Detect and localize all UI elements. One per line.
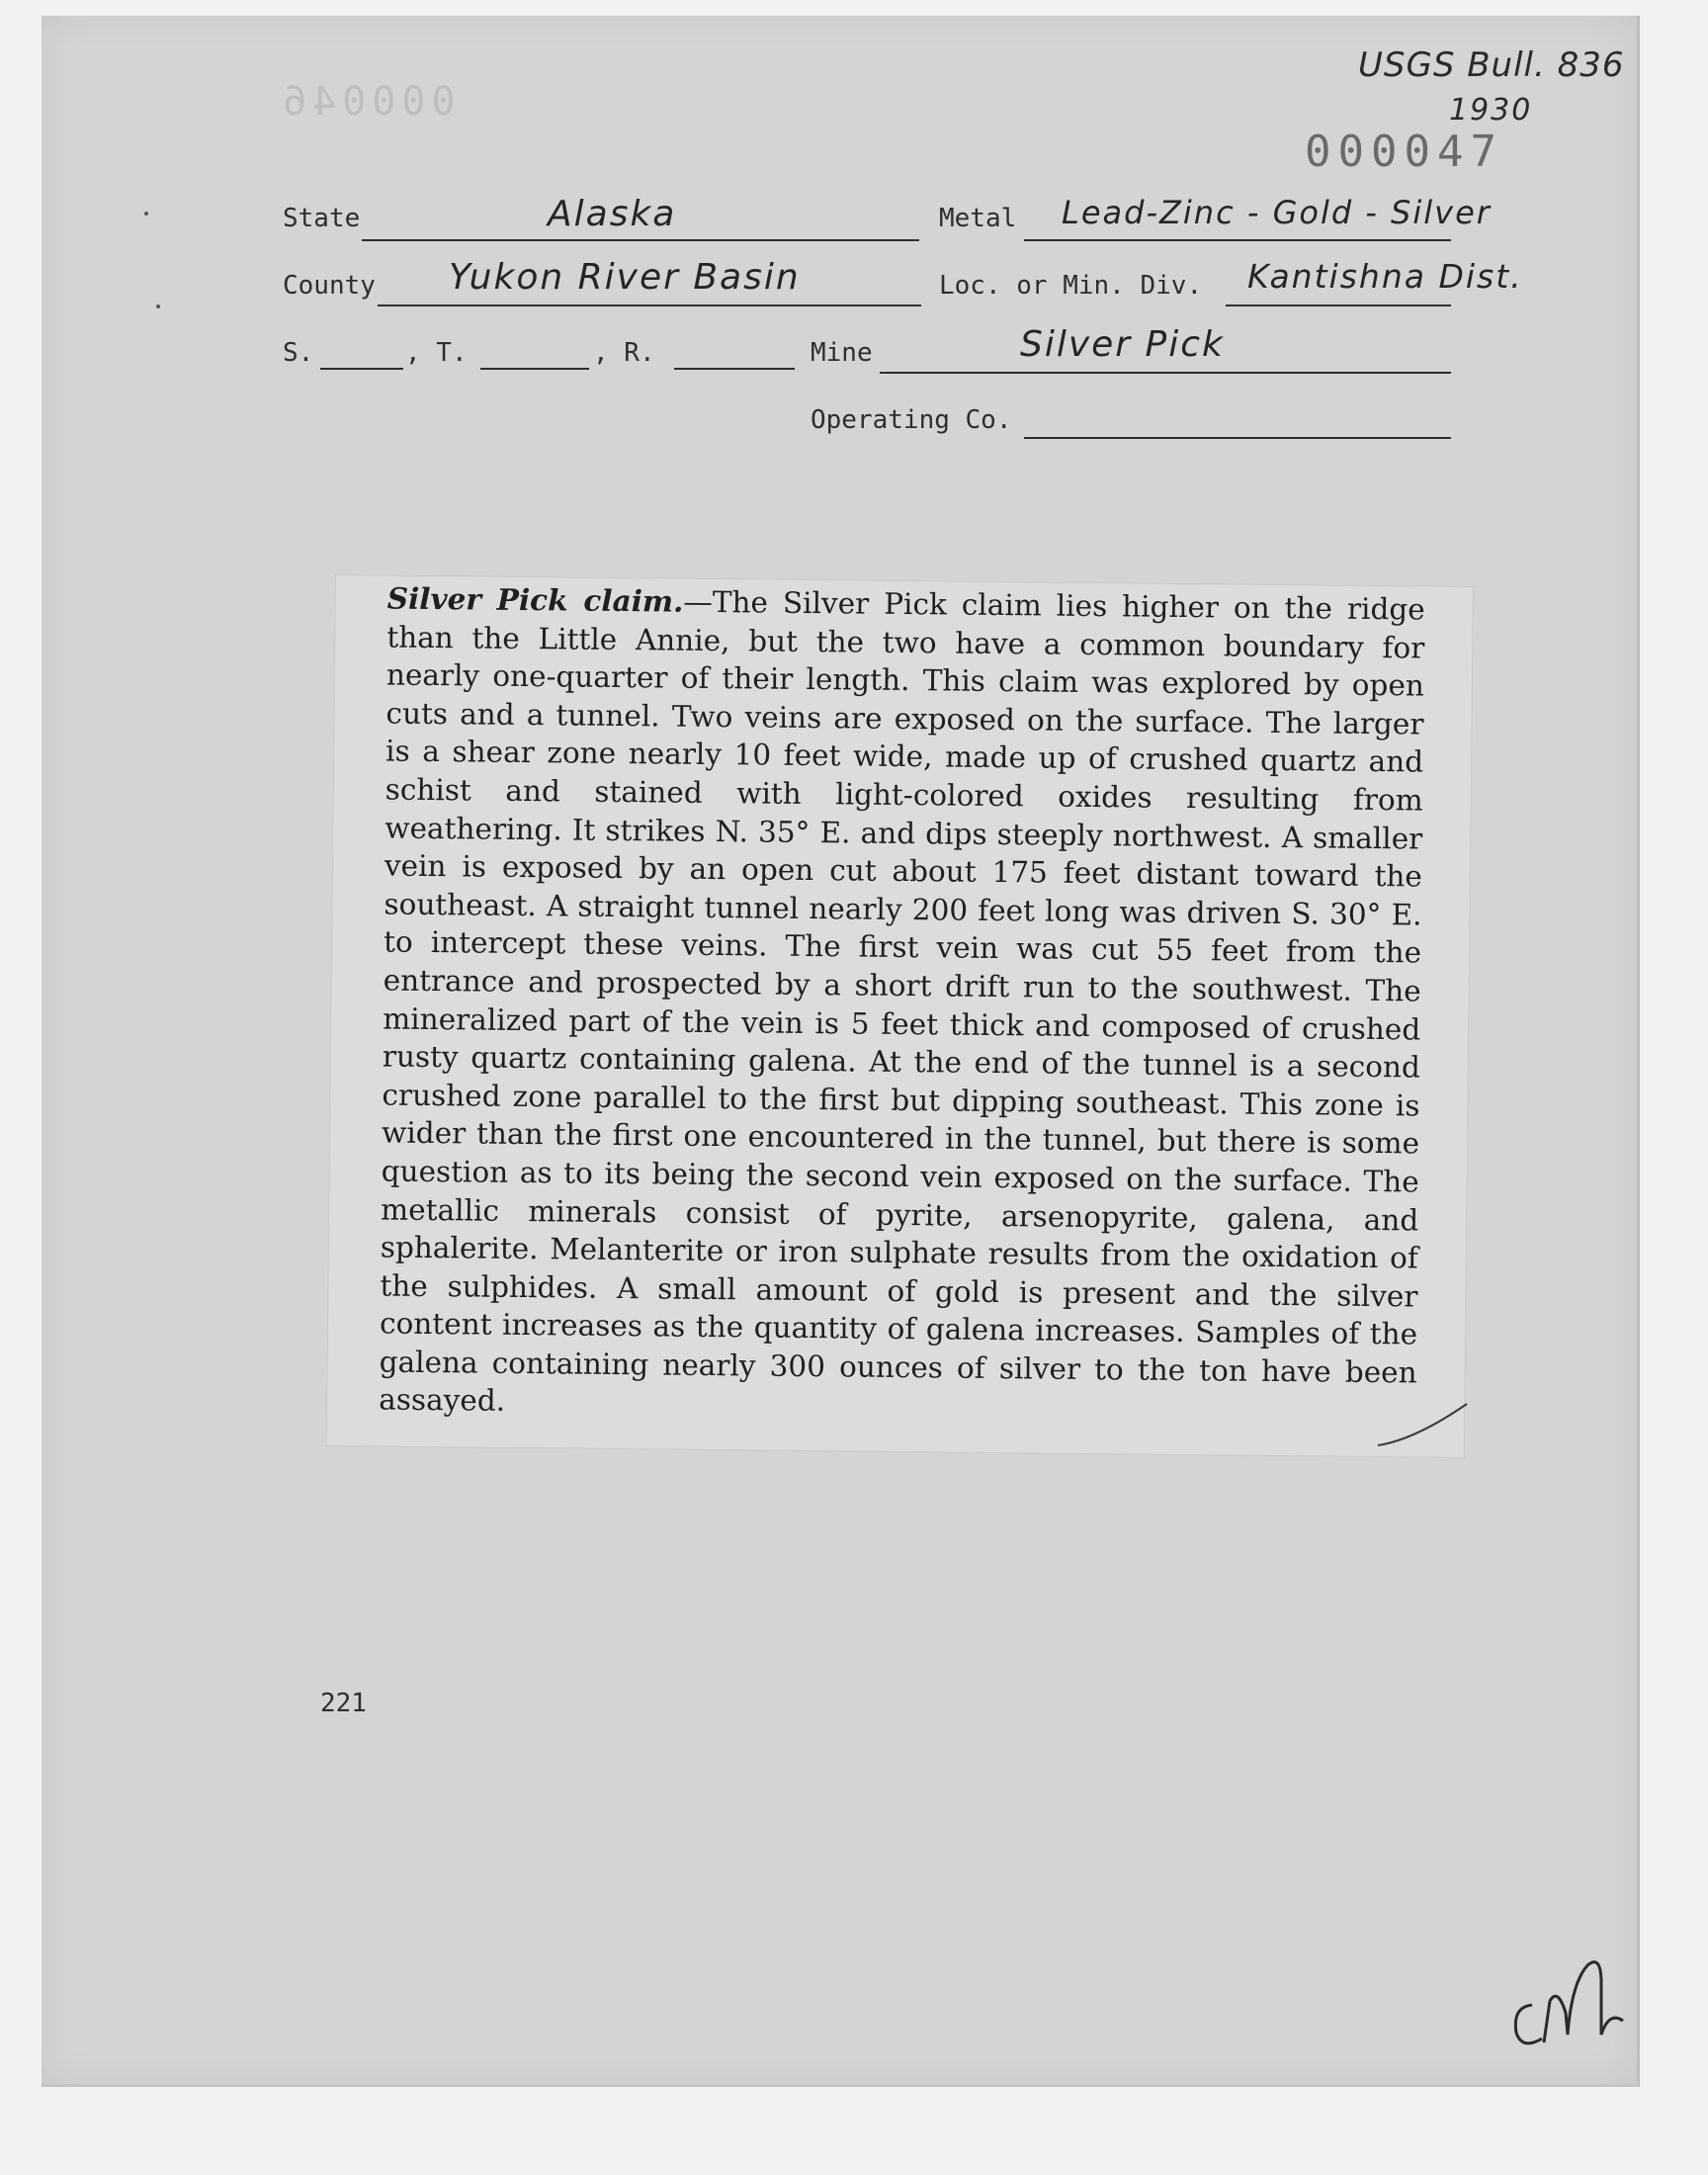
loc-line (1226, 304, 1451, 306)
margin-mark (144, 212, 148, 216)
metal-line (1024, 239, 1451, 241)
state-value: Alaska (548, 194, 677, 234)
loc-label: Loc. or Min. Div. (939, 271, 1203, 301)
township-line (480, 368, 589, 370)
state-label: State (283, 204, 361, 233)
state-line (362, 239, 919, 241)
margin-mark (156, 304, 160, 308)
metal-label: Metal (939, 204, 1017, 233)
range-line (674, 368, 795, 370)
handwritten-initials (1498, 1944, 1657, 2062)
clipping-body: —The Silver Pick claim lies higher on the ridge than the Little Annie, but the two have a common boundary for nearly one-quarter of their length. This claim was explored by open cuts and a tunnel. Two veins are exposed on the surface. The larger is a shear zone nearly 10 feet wide, made up of crushed quartz and schist and stained with light-colored oxides resulting from weathering. It strikes N. 35° E. and dips steeply northwest. A smaller vein is exposed by an open cut about 175 feet distant toward the southeast. A straight tunnel nearly 200 feet long was driven S. 30° E. to intercept these veins. The first vein was cut 55 feet from the entrance and prospected by a short drift run to the southwest. The mineralized part of the vein is 5 feet thick and composed of crushed rusty quartz containing galena. At the end of the tunnel is a second crushed zone parallel to the first but dipping southeast. This zone is wider than the first one encountered in the tunnel, but there is some question as to its being the second vein exposed on the surface. The metallic minerals consist of pyrite, arsenopyrite, galena, and sphalerite. Melanterite or iron sulphate results from the oxidation of the sulphides. A small amount of gold is present and the silver content increases as the quantity of galena increases. Samples of the galena containing nearly 300 ounces of silver to the ton have been assayed. (379, 584, 1425, 1419)
township-label: , T. (405, 338, 468, 368)
pasted-clipping (327, 575, 1473, 1457)
card-number: 000047 (1305, 127, 1503, 177)
handwritten-year: 1930 (1449, 93, 1533, 128)
section-label: S. (283, 338, 314, 368)
range-label: , R. (593, 338, 655, 368)
pencil-stroke-mark (1376, 1400, 1475, 1449)
section-line (320, 368, 403, 370)
metal-value: Lead-Zinc - Gold - Silver (1062, 194, 1492, 231)
clipping-paragraph (379, 580, 1425, 1431)
county-line (378, 304, 921, 306)
handwritten-reference: USGS Bull. 836 (1358, 45, 1625, 85)
page-number: 221 (320, 1689, 367, 1718)
index-card (42, 16, 1640, 2087)
clipping-lead: Silver Pick claim. (386, 580, 684, 619)
county-value: Yukon River Basin (449, 257, 801, 298)
ghost-card-number: 000046 (277, 79, 456, 125)
mine-label: Mine (811, 338, 873, 368)
county-label: County (283, 271, 376, 301)
operating-co-line (1024, 437, 1451, 439)
mine-value: Silver Pick (1020, 324, 1225, 365)
mine-line (880, 372, 1451, 374)
loc-value: Kantishna Dist. (1247, 257, 1523, 296)
operating-co-label: Operating Co. (811, 405, 1012, 435)
